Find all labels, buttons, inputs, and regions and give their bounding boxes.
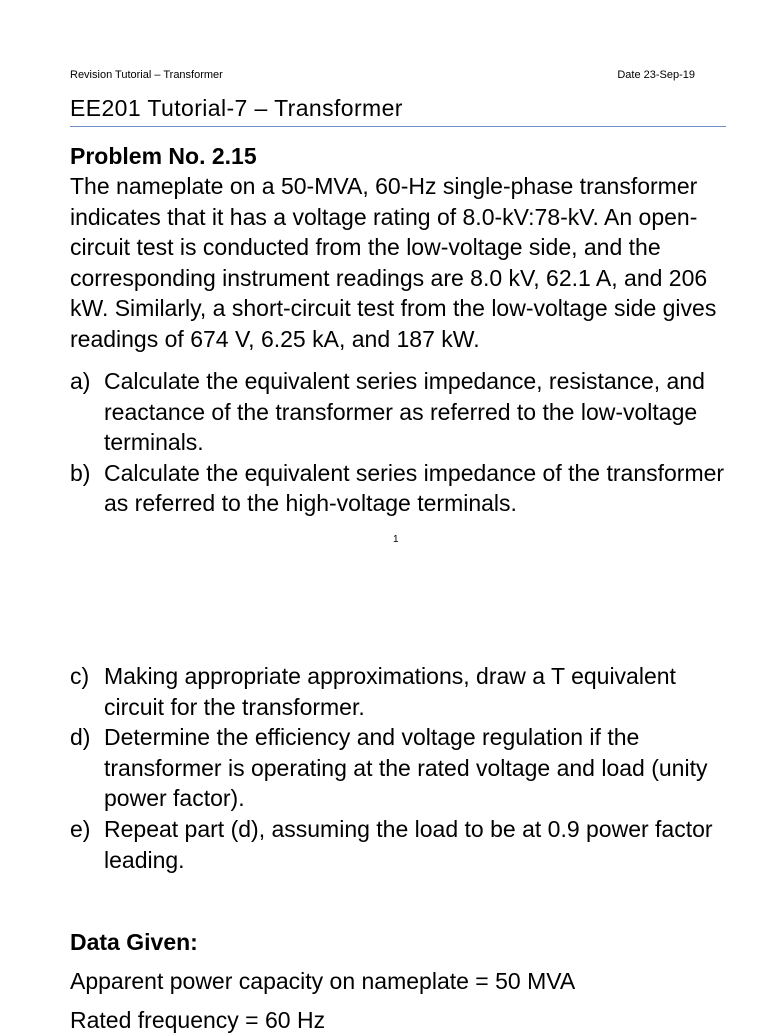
list-item bbox=[70, 366, 730, 458]
running-header-left: Revision Tutorial – Transformer bbox=[70, 69, 223, 81]
problem-statement: The nameplate on a 50-MVA, 60-Hz single-phase transformer indicates that it has a voltage rating of 8.0-kV:78-kV. An open-circuit test is conducted from the low-voltage side, and the corresponding instrument readings are 8.0 kV, 62.1 A, and 206 kW. Similarly, a short-circuit test from the low-voltage side gives readings of 674 V, 6.25 kA, and 187 kW. bbox=[70, 173, 717, 352]
data-given-line: Rated frequency = 60 Hz bbox=[70, 1007, 326, 1033]
question-list-part-2 bbox=[70, 661, 730, 875]
question-list-part-1 bbox=[70, 366, 730, 519]
list-item-text: Determine the efficiency and voltage regulation if the transformer is operating at the rated voltage and load (unity power factor). bbox=[104, 724, 708, 812]
list-marker: a) bbox=[70, 368, 91, 394]
page-title: EE201 Tutorial-7 – Transformer bbox=[70, 95, 403, 121]
list-item-text: Calculate the equivalent series impedance, resistance, and reactance of the transformer as referred to the low-voltage terminals. bbox=[104, 368, 705, 456]
page-number: 1 bbox=[393, 534, 399, 545]
list-item bbox=[70, 722, 730, 814]
list-item-text: Calculate the equivalent series impedance of the transformer as referred to the high-voltage terminals. bbox=[104, 459, 725, 517]
running-header-date: Date 23-Sep-19 bbox=[617, 69, 695, 81]
title-underline bbox=[70, 126, 726, 127]
list-marker: d) bbox=[70, 724, 91, 751]
list-marker: b) bbox=[70, 459, 91, 486]
list-item-text: Making appropriate approximations, draw a T equivalent circuit for the transformer. bbox=[104, 663, 676, 720]
list-item-text: Repeat part (d), assuming the load to be at 0.9 power factor leading. bbox=[104, 815, 713, 873]
data-given-line: Apparent power capacity on nameplate = 50 MVA bbox=[70, 968, 576, 994]
data-given-heading: Data Given: bbox=[70, 929, 198, 955]
list-marker: e) bbox=[70, 815, 91, 842]
list-item bbox=[70, 458, 730, 519]
list-item bbox=[70, 814, 730, 875]
list-marker: c) bbox=[70, 663, 90, 689]
problem-label: Problem No. 2.15 bbox=[70, 143, 257, 169]
list-item bbox=[70, 661, 730, 722]
